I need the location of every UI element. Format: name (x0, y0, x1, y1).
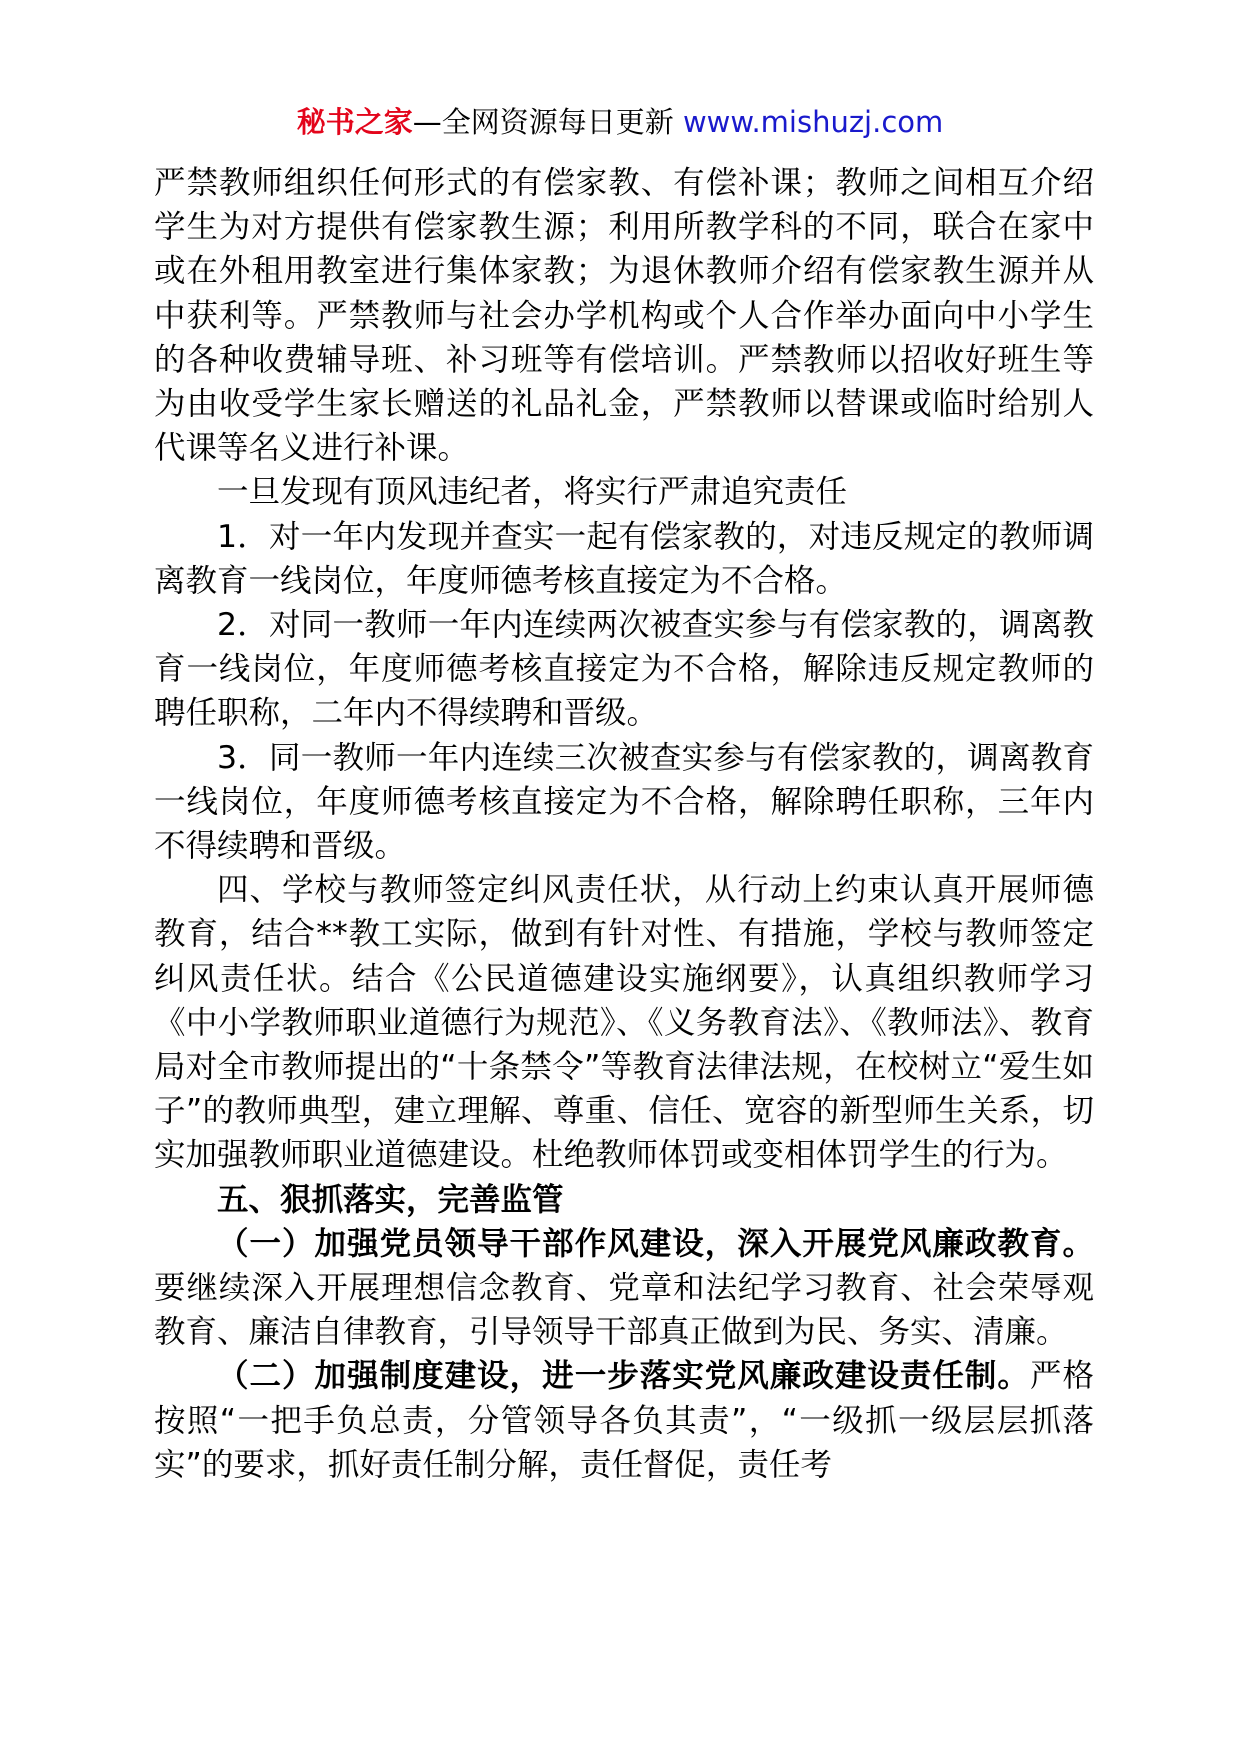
brand-name: 秘书之家 (296, 105, 413, 139)
paragraph-accountability: 一旦发现有顶风违纪者，将实行严肃追究责任 (217, 474, 848, 511)
paragraph-subsection-1 (154, 1222, 1094, 1355)
header-tagline: —全网资源每日更新 (412, 105, 674, 139)
paragraph-rule-3: 3．同一教师一年内连续三次被查实参与有偿家教的，调离教育一线岗位，年度师德考核直接定为不合格，解除聘任职称，三年内不得续聘和晋级。 (154, 739, 1094, 865)
paragraph-rule-2: 2．对同一教师一年内连续两次被查实参与有偿家教的，调离教育一线岗位，年度师德考核直接定为不合格，解除违反规定教师的聘任职称，二年内不得续聘和晋级。 (154, 607, 1094, 732)
subsection-1-title: （一）加强党员领导干部作风建设，深入开展党风廉政教育。 (217, 1225, 1094, 1262)
section-heading-5: 五、狠抓落实，完善监管 (217, 1181, 564, 1218)
document-body (154, 161, 1094, 1487)
paragraph-prohibitions: 严禁教师组织任何形式的有偿家教、有偿补课；教师之间相互介绍学生为对方提供有偿家教生源；利用所教学科的不同，联合在家中或在外租用教室进行集体家教；为退休教师介绍有偿家教生源并从中获利等。严禁教师与社会办学机构或个人合作举办面向中小学生的各种收费辅导班、补习班等有偿培训。严禁教师以招收好班生等为由收受学生家长赠送的礼品礼金，严禁教师以替课或临时给别人代课等名义进行补课。 (154, 165, 1094, 467)
subsection-2-text: 严格按照“一把手负总责，分管领导各负其责”，“一级抓一级层层抓落实”的要求，抓好责任制分解，责任督促，责任考 (154, 1358, 1094, 1483)
site-header (0, 102, 1240, 142)
site-url-link[interactable]: www.mishuzj.com (682, 105, 944, 139)
subsection-2-title: （二）加强制度建设，进一步落实党风廉政建设责任制。 (217, 1358, 1030, 1395)
paragraph-section-4: 四、学校与教师签定纠风责任状，从行动上约束认真开展师德教育，结合**教工实际，做到有针对性、有措施，学校与教师签定纠风责任状。结合《公民道德建设实施纲要》，认真组织教师学习《中小学教师职业道德行为规范》、《义务教育法》、《教师法》、教育局对全市教师提出的“十条禁令”等教育法律法规，在校树立“爱生如子”的教师典型，建立理解、尊重、信任、宽容的新型师生关系，切实加强教师职业道德建设。杜绝教师体罚或变相体罚学生的行为。 (154, 872, 1094, 1174)
paragraph-subsection-2 (154, 1354, 1094, 1487)
paragraph-rule-1: 1．对一年内发现并查实一起有偿家教的，对违反规定的教师调离教育一线岗位，年度师德考核直接定为不合格。 (154, 518, 1094, 599)
subsection-1-text: 要继续深入开展理想信念教育、党章和法纪学习教育、社会荣辱观教育、廉洁自律教育，引导领导干部真正做到为民、务实、清廉。 (154, 1270, 1094, 1351)
